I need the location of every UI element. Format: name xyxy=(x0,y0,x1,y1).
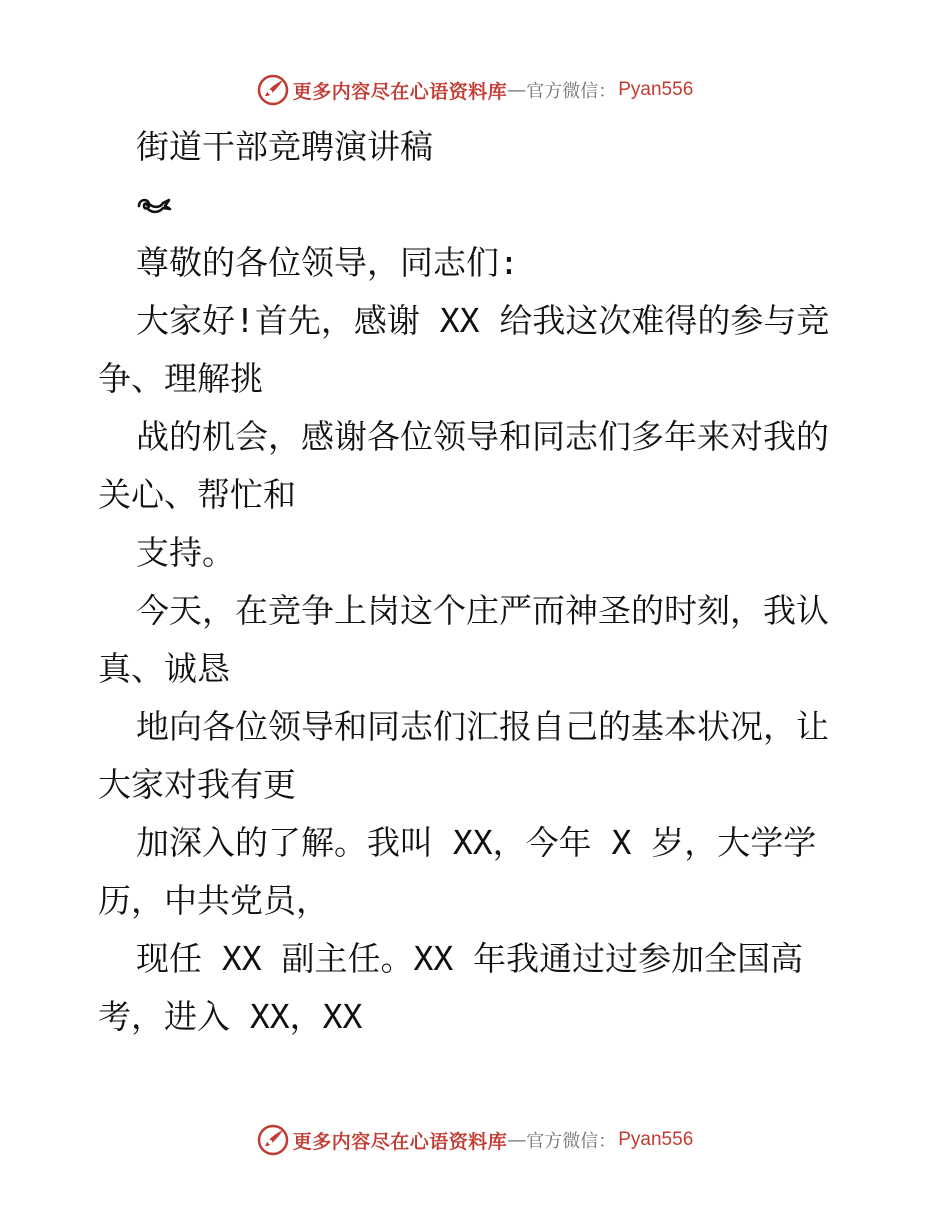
banner-main-text: 更多内容尽在心语资料库 xyxy=(292,1130,508,1153)
banner-wechat-id: Pyan556 xyxy=(618,79,694,100)
ornament-row xyxy=(98,176,858,234)
banner-main-text: 更多内容尽在心语资料库 xyxy=(292,80,508,103)
footer-banner xyxy=(0,1120,950,1160)
paragraph-line: 关心、帮忙和 xyxy=(98,475,296,514)
paragraph-line: 尊敬的各位领导，同志们: xyxy=(136,243,519,282)
paragraph-line: 今天，在竞争上岗这个庄严而神圣的时刻，我认 xyxy=(136,591,829,630)
paragraph-line: 历，中共党员， xyxy=(98,881,329,920)
paragraph-line: 加深入的了解。我叫 XX，今年 X 岁，大学学 xyxy=(136,823,817,862)
banner-wechat-label: 官方微信： xyxy=(526,1131,617,1152)
banner-separator: — xyxy=(507,1129,527,1151)
quill-logo-icon xyxy=(257,1124,289,1156)
banner-wechat-id: Pyan556 xyxy=(618,1129,694,1150)
paragraph-line: 战的机会，感谢各位领导和同志们多年来对我的 xyxy=(136,417,829,456)
swirl-ornament-icon xyxy=(136,194,172,216)
banner-separator: — xyxy=(507,79,527,101)
paragraph-line: 地向各位领导和同志们汇报自己的基本状况，让 xyxy=(136,707,829,746)
header-banner xyxy=(0,70,950,110)
document-body xyxy=(98,118,858,1046)
paragraph-line: 大家对我有更 xyxy=(98,765,296,804)
document-title: 街道干部竞聘演讲稿 xyxy=(136,127,433,166)
paragraph-line: 现任 XX 副主任。XX 年我通过过参加全国高 xyxy=(136,939,804,978)
paragraph-line: 争、理解挑 xyxy=(98,359,263,398)
paragraph-line: 真、诚恳 xyxy=(98,649,230,688)
quill-logo-icon xyxy=(257,74,289,106)
paragraph-line: 考，进入 XX，XX xyxy=(98,997,363,1036)
paragraph-line: 支持。 xyxy=(136,533,235,572)
paragraph-line: 大家好!首先，感谢 XX 给我这次难得的参与竞 xyxy=(136,301,830,340)
banner-wechat-label: 官方微信： xyxy=(526,81,617,102)
